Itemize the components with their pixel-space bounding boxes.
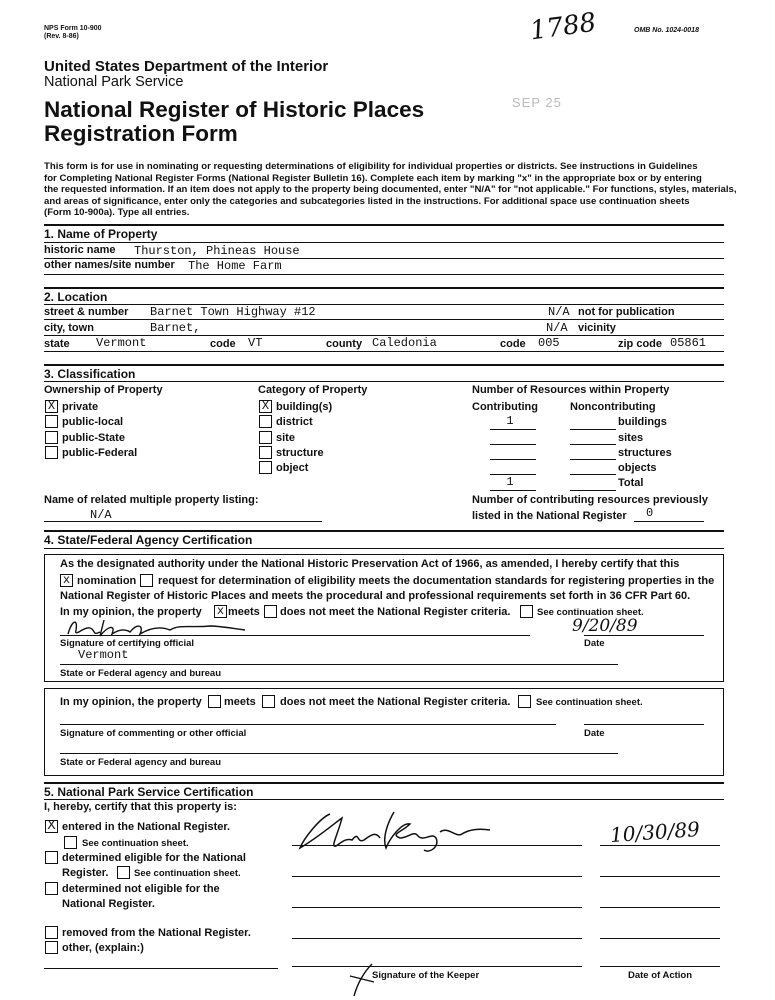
not-eligible-label: determined not eligible for the — [62, 883, 220, 895]
department-name: United States Department of the Interior — [44, 58, 329, 75]
contributing-heading: Contributing — [472, 401, 538, 413]
ownership-option: public-State — [62, 432, 125, 444]
rule — [60, 724, 556, 725]
instruction-line: This form is for use in nominating or requesting determinations of eligibility for individual properties or districts. See instructions in Guidelines — [44, 161, 698, 172]
determined-eligible-checkbox[interactable] — [45, 851, 58, 864]
contributing-buildings[interactable]: 1 — [506, 414, 514, 428]
rule — [490, 490, 536, 491]
not-for-publication-label: not for publication — [578, 306, 675, 318]
rule — [584, 724, 704, 725]
rule — [44, 521, 322, 522]
category-option: structure — [276, 447, 324, 459]
not-for-publication-mark[interactable]: N/A — [548, 305, 570, 319]
city-label: city, town — [44, 322, 94, 334]
ownership-option: private — [62, 401, 99, 413]
county-label: county — [326, 338, 363, 350]
does-not-meet2-checkbox[interactable] — [262, 695, 275, 708]
rule — [44, 351, 724, 352]
section1-heading: 1. Name of Property — [44, 227, 158, 241]
agency-label: State or Federal agency and bureau — [60, 668, 222, 679]
form-instructions — [44, 161, 744, 219]
opinion-label: In my opinion, the property — [60, 606, 202, 618]
meets-checkbox[interactable]: x — [214, 605, 227, 618]
resource-row-label: sites — [618, 432, 644, 444]
historic-name-value[interactable]: Thurston, Phineas House — [134, 244, 300, 258]
rule — [570, 459, 616, 460]
category-heading: Category of Property — [258, 384, 368, 396]
commenting-date-label: Date — [584, 728, 605, 739]
not-eligible-label2: National Register. — [62, 898, 155, 910]
rule — [44, 304, 724, 305]
county-value[interactable]: Caledonia — [372, 336, 437, 350]
determined-eligible-label: determined eligible for the National — [62, 852, 246, 864]
site-checkbox[interactable] — [259, 431, 272, 444]
rule — [44, 274, 724, 275]
form-number: NPS Form 10-900 — [44, 25, 102, 32]
nomination-checkbox[interactable]: x — [60, 574, 73, 587]
nps-certify-label: I, hereby, certify that this property is: — [44, 801, 237, 813]
entered-checkbox[interactable]: X — [45, 820, 58, 833]
private-checkbox[interactable]: X — [45, 400, 58, 413]
determined-continuation-checkbox[interactable] — [117, 866, 130, 879]
district-checkbox[interactable] — [259, 415, 272, 428]
section5-heading: 5. National Park Service Certification — [44, 785, 254, 799]
object-checkbox[interactable] — [259, 461, 272, 474]
keeper-signature-label: Signature of the Keeper — [372, 970, 480, 981]
section2-heading: 2. Location — [44, 290, 108, 304]
buildings-checkbox[interactable]: X — [259, 400, 272, 413]
removed-label: removed from the National Register. — [62, 927, 251, 939]
continuation-checkbox[interactable] — [520, 605, 533, 618]
form-title-line1: National Register of Historic Places — [44, 97, 425, 122]
handwritten-number: 1788 — [528, 7, 598, 47]
resource-row-label: buildings — [618, 416, 667, 428]
agency2-label: State or Federal agency and bureau — [60, 757, 222, 768]
rule — [584, 635, 704, 636]
related-listing-value[interactable]: N/A — [90, 508, 112, 522]
instruction-line: the requested information. If an item does not apply to the property being documented, enter "N/A" for "not applicable." For functions, styles, materials, — [44, 184, 737, 195]
section4-heading: 4. State/Federal Agency Certification — [44, 533, 253, 547]
previously-listed-value[interactable]: 0 — [646, 506, 654, 520]
vicinity-label: vicinity — [578, 322, 616, 334]
category-option: building(s) — [276, 401, 333, 413]
instruction-line: (Form 10-900a). Type all entries. — [44, 207, 190, 218]
state-code-label: code — [210, 338, 236, 350]
determined-eligible-label2: Register. — [62, 867, 109, 879]
rule — [44, 548, 724, 549]
public-federal-checkbox[interactable] — [45, 446, 58, 459]
section3-heading: 3. Classification — [44, 367, 136, 381]
opinion2-label: In my opinion, the property — [60, 696, 202, 708]
certification-text: As the designated authority under the National Historic Preservation Act of 1966, as amended, I hereby certify that this — [60, 558, 680, 570]
section-divider — [44, 530, 724, 532]
rule — [490, 429, 536, 430]
state-label: state — [44, 338, 70, 350]
section-divider — [44, 782, 724, 784]
rule — [292, 938, 582, 939]
structure-checkbox[interactable] — [259, 446, 272, 459]
street-label: street & number — [44, 306, 129, 318]
previously-listed-label2: listed in the National Register — [472, 510, 627, 522]
city-value[interactable]: Barnet, — [150, 321, 201, 335]
public-state-checkbox[interactable] — [45, 431, 58, 444]
rule — [490, 444, 536, 445]
rule — [600, 876, 720, 877]
instruction-line: for Completing National Register Forms (National Register Bulletin 16). Complete each item by marking "x" in the appropriate box or by entering — [44, 172, 702, 184]
other-checkbox[interactable] — [45, 941, 58, 954]
determined-continuation-label: See continuation sheet. — [134, 868, 241, 879]
resource-row-label: objects — [618, 462, 657, 474]
section-divider — [44, 224, 724, 226]
form-revision: (Rev. 8-86) — [44, 33, 79, 40]
rule — [570, 490, 616, 491]
meets2-label: meets — [224, 696, 256, 708]
rule — [600, 938, 720, 939]
omb-number: OMB No. 1024-0018 — [634, 27, 699, 34]
certifying-signature-label: Signature of certifying official — [60, 638, 195, 649]
state-code-value[interactable]: VT — [248, 336, 263, 350]
rule — [60, 635, 530, 636]
category-option: site — [276, 432, 295, 444]
rule — [44, 319, 724, 320]
rule — [44, 381, 724, 382]
public-local-checkbox[interactable] — [45, 415, 58, 428]
rule — [44, 242, 724, 243]
previously-listed-label: Number of contributing resources previously — [472, 494, 708, 506]
noncontributing-heading: Noncontributing — [570, 401, 656, 413]
zip-value[interactable]: 05861 — [670, 336, 707, 350]
rule — [600, 907, 720, 908]
does-not-meet-label: does not meet the National Register criteria. — [280, 606, 511, 618]
meets2-checkbox[interactable] — [208, 695, 221, 708]
certifying-date[interactable]: 9/20/89 — [572, 616, 638, 636]
rule — [634, 521, 704, 522]
ownership-heading: Ownership of Property — [44, 384, 163, 396]
received-stamp: SEP 25 — [512, 95, 562, 110]
request-label: request for determination of eligibility meets the documentation standards for registering properties in the — [158, 575, 715, 587]
not-eligible-checkbox[interactable] — [45, 882, 58, 895]
continuation2-label: See continuation sheet. — [536, 697, 643, 708]
meets-label: meets — [228, 606, 260, 618]
instruction-line: and areas of significance, enter only the categories and subcategories listed in the instructions. For additional space use continuation sheets — [44, 195, 690, 207]
rule — [570, 444, 616, 445]
nomination-label: nomination — [77, 575, 137, 587]
does-not-meet-checkbox[interactable] — [264, 605, 277, 618]
agency-value[interactable]: Vermont — [78, 648, 129, 662]
certification-text-3: National Register of Historic Places and meets the procedural and professional requirements set forth in 36 CFR Part 60. — [60, 590, 691, 602]
rule — [600, 966, 720, 967]
entered-label: entered in the National Register. — [62, 821, 231, 833]
rule — [44, 968, 278, 969]
resources-heading: Number of Resources within Property — [472, 384, 670, 396]
keeper-signature — [290, 808, 500, 856]
contributing-total[interactable]: 1 — [506, 475, 514, 489]
other-names-label: other names/site number — [44, 259, 175, 271]
category-option: object — [276, 462, 309, 474]
entered-continuation-label: See continuation sheet. — [82, 838, 189, 849]
zip-label: zip code — [618, 338, 663, 350]
rule — [490, 459, 536, 460]
rule — [292, 845, 582, 846]
ownership-option: public-Federal — [62, 447, 138, 459]
state-value[interactable]: Vermont — [96, 336, 147, 350]
does-not-meet2-label: does not meet the National Register criteria. — [280, 696, 511, 708]
county-code-value[interactable]: 005 — [538, 336, 560, 350]
section-divider — [44, 364, 724, 366]
rule — [60, 664, 618, 665]
street-value[interactable]: Barnet Town Highway #12 — [150, 305, 316, 319]
keeper-date[interactable]: 10/30/89 — [609, 816, 701, 848]
continuation2-checkbox[interactable] — [518, 695, 531, 708]
date-of-action-label: Date of Action — [628, 970, 693, 981]
rule — [600, 845, 720, 846]
ownership-option: public-local — [62, 416, 124, 428]
entered-continuation-checkbox[interactable] — [64, 836, 77, 849]
continuation-label: See continuation sheet. — [537, 607, 644, 618]
historic-name-label: historic name — [44, 244, 116, 256]
service-name: National Park Service — [44, 74, 184, 90]
resource-row-label: structures — [618, 447, 672, 459]
category-option: district — [276, 416, 313, 428]
rule — [44, 799, 724, 800]
vicinity-mark[interactable]: N/A — [546, 321, 568, 335]
rule — [60, 753, 618, 754]
other-label: other, (explain:) — [62, 942, 144, 954]
rule — [292, 907, 582, 908]
commenting-signature-label: Signature of commenting or other official — [60, 728, 247, 739]
section-divider — [44, 287, 724, 289]
rule — [292, 876, 582, 877]
rule — [292, 966, 582, 967]
related-listing-label: Name of related multiple property listing: — [44, 494, 259, 506]
county-code-label: code — [500, 338, 526, 350]
resource-row-label: Total — [618, 477, 644, 489]
certifying-date-label: Date — [584, 638, 605, 649]
removed-checkbox[interactable] — [45, 926, 58, 939]
rule — [570, 429, 616, 430]
rule — [570, 474, 616, 475]
other-names-value[interactable]: The Home Farm — [188, 259, 282, 273]
form-title-line2: Registration Form — [44, 121, 238, 146]
request-checkbox[interactable] — [140, 574, 153, 587]
